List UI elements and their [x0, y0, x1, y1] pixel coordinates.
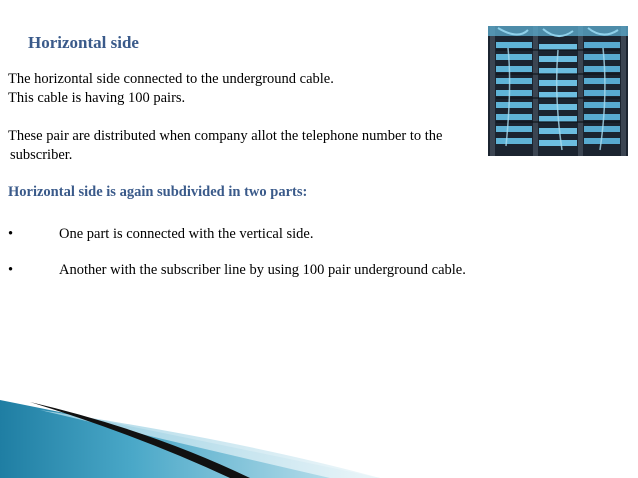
bullet-icon: •	[8, 226, 14, 242]
slide-title: Horizontal side	[28, 33, 139, 52]
paragraph-line: subscriber.	[10, 147, 73, 163]
bullet-text: One part is connected with the vertical side.	[59, 226, 314, 242]
paragraph-line: The horizontal side connected to the underground cable.	[8, 71, 334, 87]
cable-frame-photo	[488, 26, 628, 156]
decorative-swoosh	[0, 380, 638, 478]
subheading: Horizontal side is again subdivided in two parts:	[8, 184, 308, 200]
bullet-icon: •	[8, 262, 14, 278]
paragraph-line: This cable is having 100 pairs.	[8, 90, 186, 106]
bullet-text: Another with the subscriber line by using 100 pair underground cable.	[59, 262, 466, 278]
paragraph-line: These pair are distributed when company allot the telephone number to the	[8, 128, 443, 144]
